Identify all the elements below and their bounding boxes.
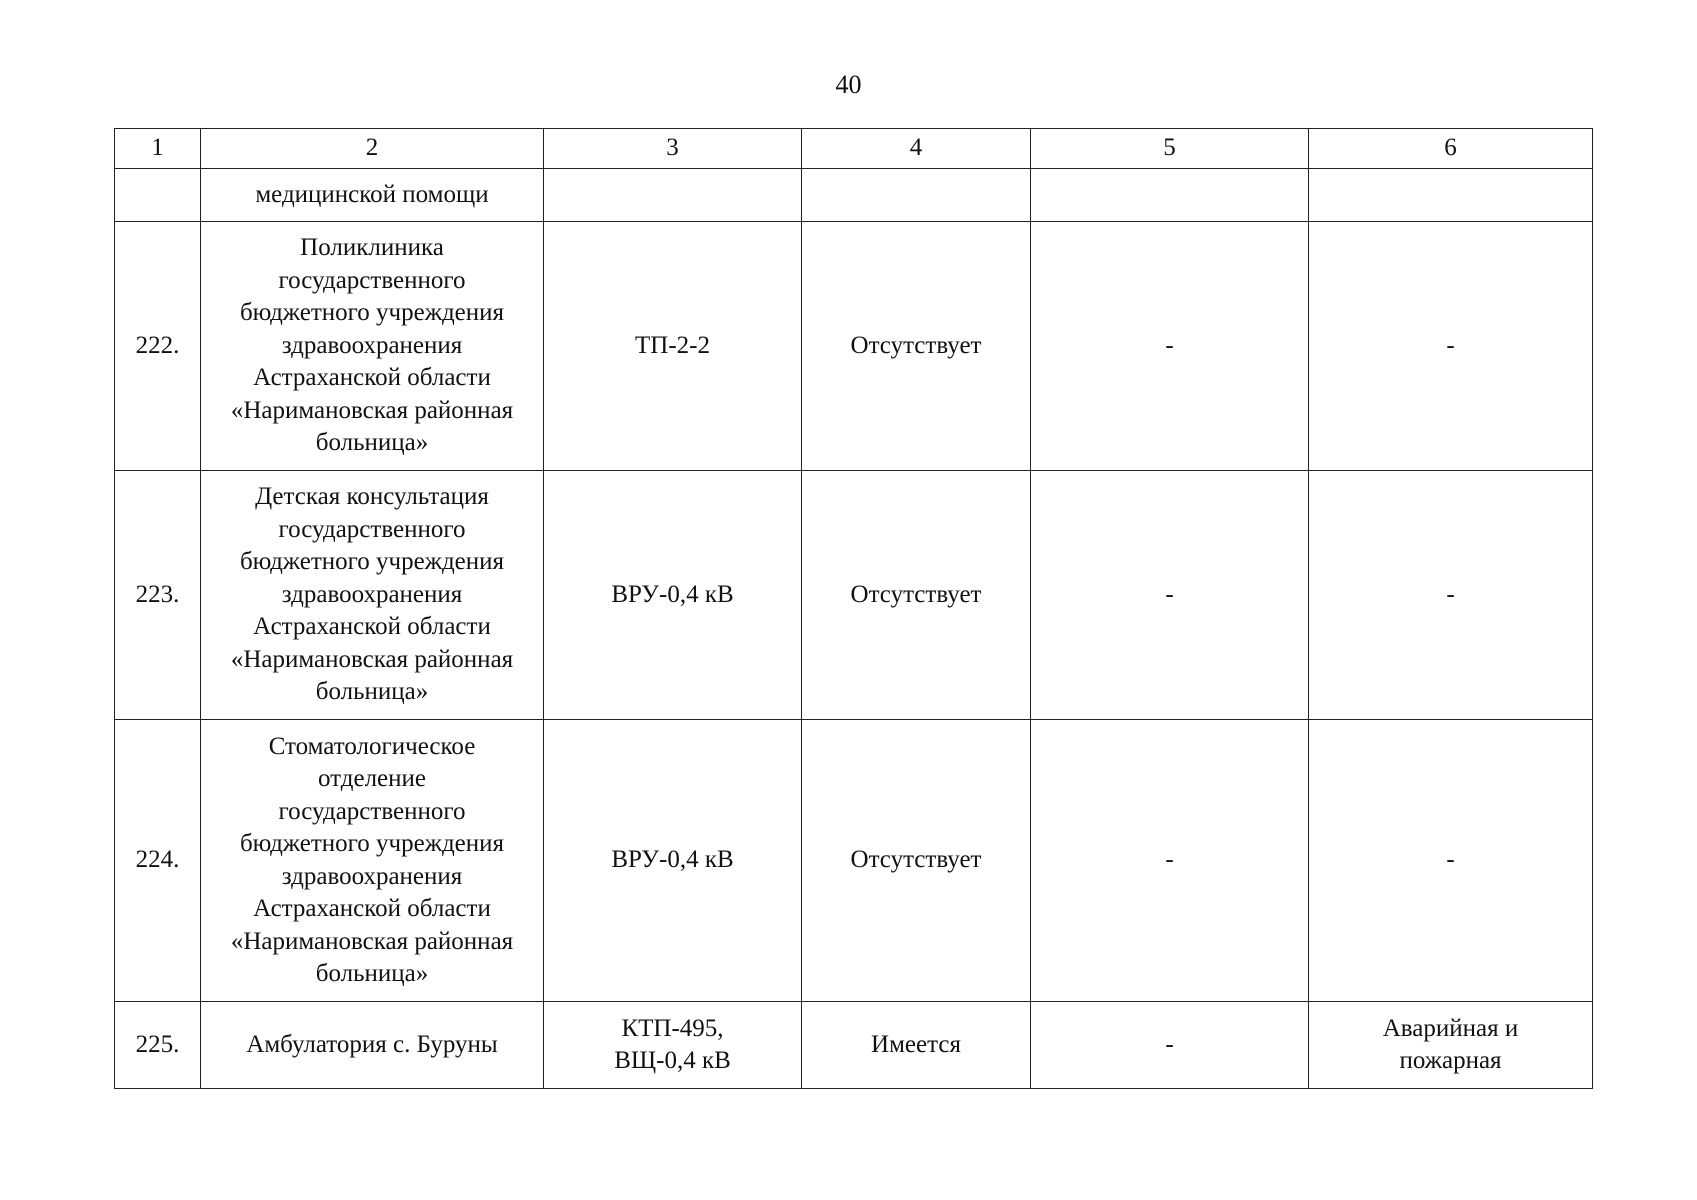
reserve-status-cell	[802, 169, 1031, 222]
name-line: Детская консультация	[255, 483, 489, 511]
column-header: 2	[201, 129, 544, 169]
name-line: государственного	[278, 515, 466, 543]
power-supply-cell	[544, 1002, 802, 1089]
name-line: Астраханской области	[253, 895, 491, 922]
row-number-cell	[115, 169, 201, 222]
supply-line: ТП-2-2	[635, 331, 710, 359]
table-row	[115, 1002, 1593, 1089]
col6-line: -	[1446, 580, 1455, 608]
table-row	[115, 222, 1593, 471]
reserve-status-cell: Отсутствует	[802, 222, 1031, 471]
name-line: бюджетного учреждения	[239, 299, 505, 327]
column-6-cell	[1309, 1002, 1593, 1089]
power-supply-cell	[544, 720, 802, 1002]
name-line: бюджетного учреждения	[239, 830, 505, 857]
column-5-cell: -	[1031, 720, 1309, 1002]
table-header-row	[115, 129, 1593, 169]
supply-line: ВРУ-0,4 кВ	[611, 846, 734, 874]
name-line: «Наримановская районная	[230, 396, 514, 424]
column-header: 5	[1031, 129, 1309, 169]
col6-line: Аварийная и	[1382, 1014, 1519, 1042]
power-supply-cell	[544, 169, 802, 222]
name-line: Астраханской области	[253, 613, 491, 641]
name-line: Поликлиника	[300, 234, 444, 262]
data-table	[114, 128, 1593, 1089]
name-line: здравоохранения	[281, 331, 463, 359]
table-row	[115, 720, 1593, 1002]
name-line: государственного	[278, 797, 466, 825]
power-supply-cell	[544, 222, 802, 471]
row-number-cell: 222.	[115, 222, 201, 471]
name-line: «Наримановская районная	[230, 645, 514, 673]
table-row-continuation	[115, 169, 1593, 222]
name-line: бюджетного учреждения	[239, 548, 505, 576]
object-name-cell	[201, 720, 544, 1002]
name-line: больница»	[315, 960, 429, 987]
object-name-cell	[201, 1002, 544, 1089]
column-6-cell	[1309, 471, 1593, 720]
name-line: здравоохранения	[281, 862, 463, 890]
table-row	[115, 471, 1593, 720]
col6-line: пожарная	[1399, 1047, 1502, 1074]
col6-line: -	[1446, 331, 1455, 359]
column-6-cell	[1309, 222, 1593, 471]
column-5-cell	[1031, 169, 1309, 222]
name-line: Стоматологическое	[268, 732, 476, 760]
supply-line: КТП-495,	[621, 1014, 724, 1042]
column-6-cell	[1309, 720, 1593, 1002]
reserve-status-cell: Имеется	[802, 1002, 1031, 1089]
supply-line: ВЩ-0,4 кВ	[614, 1047, 731, 1074]
supply-line: ВРУ-0,4 кВ	[611, 580, 734, 608]
reserve-status-cell: Отсутствует	[802, 471, 1031, 720]
name-line: «Наримановская районная	[230, 927, 514, 955]
name-line: отделение	[317, 765, 426, 792]
name-line: больница»	[315, 429, 429, 457]
name-line: Астраханской области	[253, 364, 491, 392]
row-number-cell: 225.	[115, 1002, 201, 1089]
object-name-cell	[201, 222, 544, 471]
column-5-cell: -	[1031, 222, 1309, 471]
column-header: 4	[802, 129, 1031, 169]
object-name-cell	[201, 471, 544, 720]
name-line: здравоохранения	[281, 580, 463, 608]
name-line: Амбулатория с. Буруны	[246, 1030, 498, 1058]
column-5-cell: -	[1031, 1002, 1309, 1089]
column-6-cell	[1309, 169, 1593, 222]
row-number-cell: 224.	[115, 720, 201, 1002]
col6-line: -	[1446, 846, 1455, 874]
name-line: государственного	[278, 266, 466, 294]
row-number-cell: 223.	[115, 471, 201, 720]
column-5-cell: -	[1031, 471, 1309, 720]
column-header: 3	[544, 129, 802, 169]
power-supply-cell	[544, 471, 802, 720]
object-name-cell: медицинской помощи	[201, 169, 544, 222]
name-line: больница»	[315, 678, 429, 706]
column-header: 6	[1309, 129, 1593, 169]
column-header: 1	[115, 129, 201, 169]
page-number: 40	[835, 70, 862, 99]
reserve-status-cell: Отсутствует	[802, 720, 1031, 1002]
